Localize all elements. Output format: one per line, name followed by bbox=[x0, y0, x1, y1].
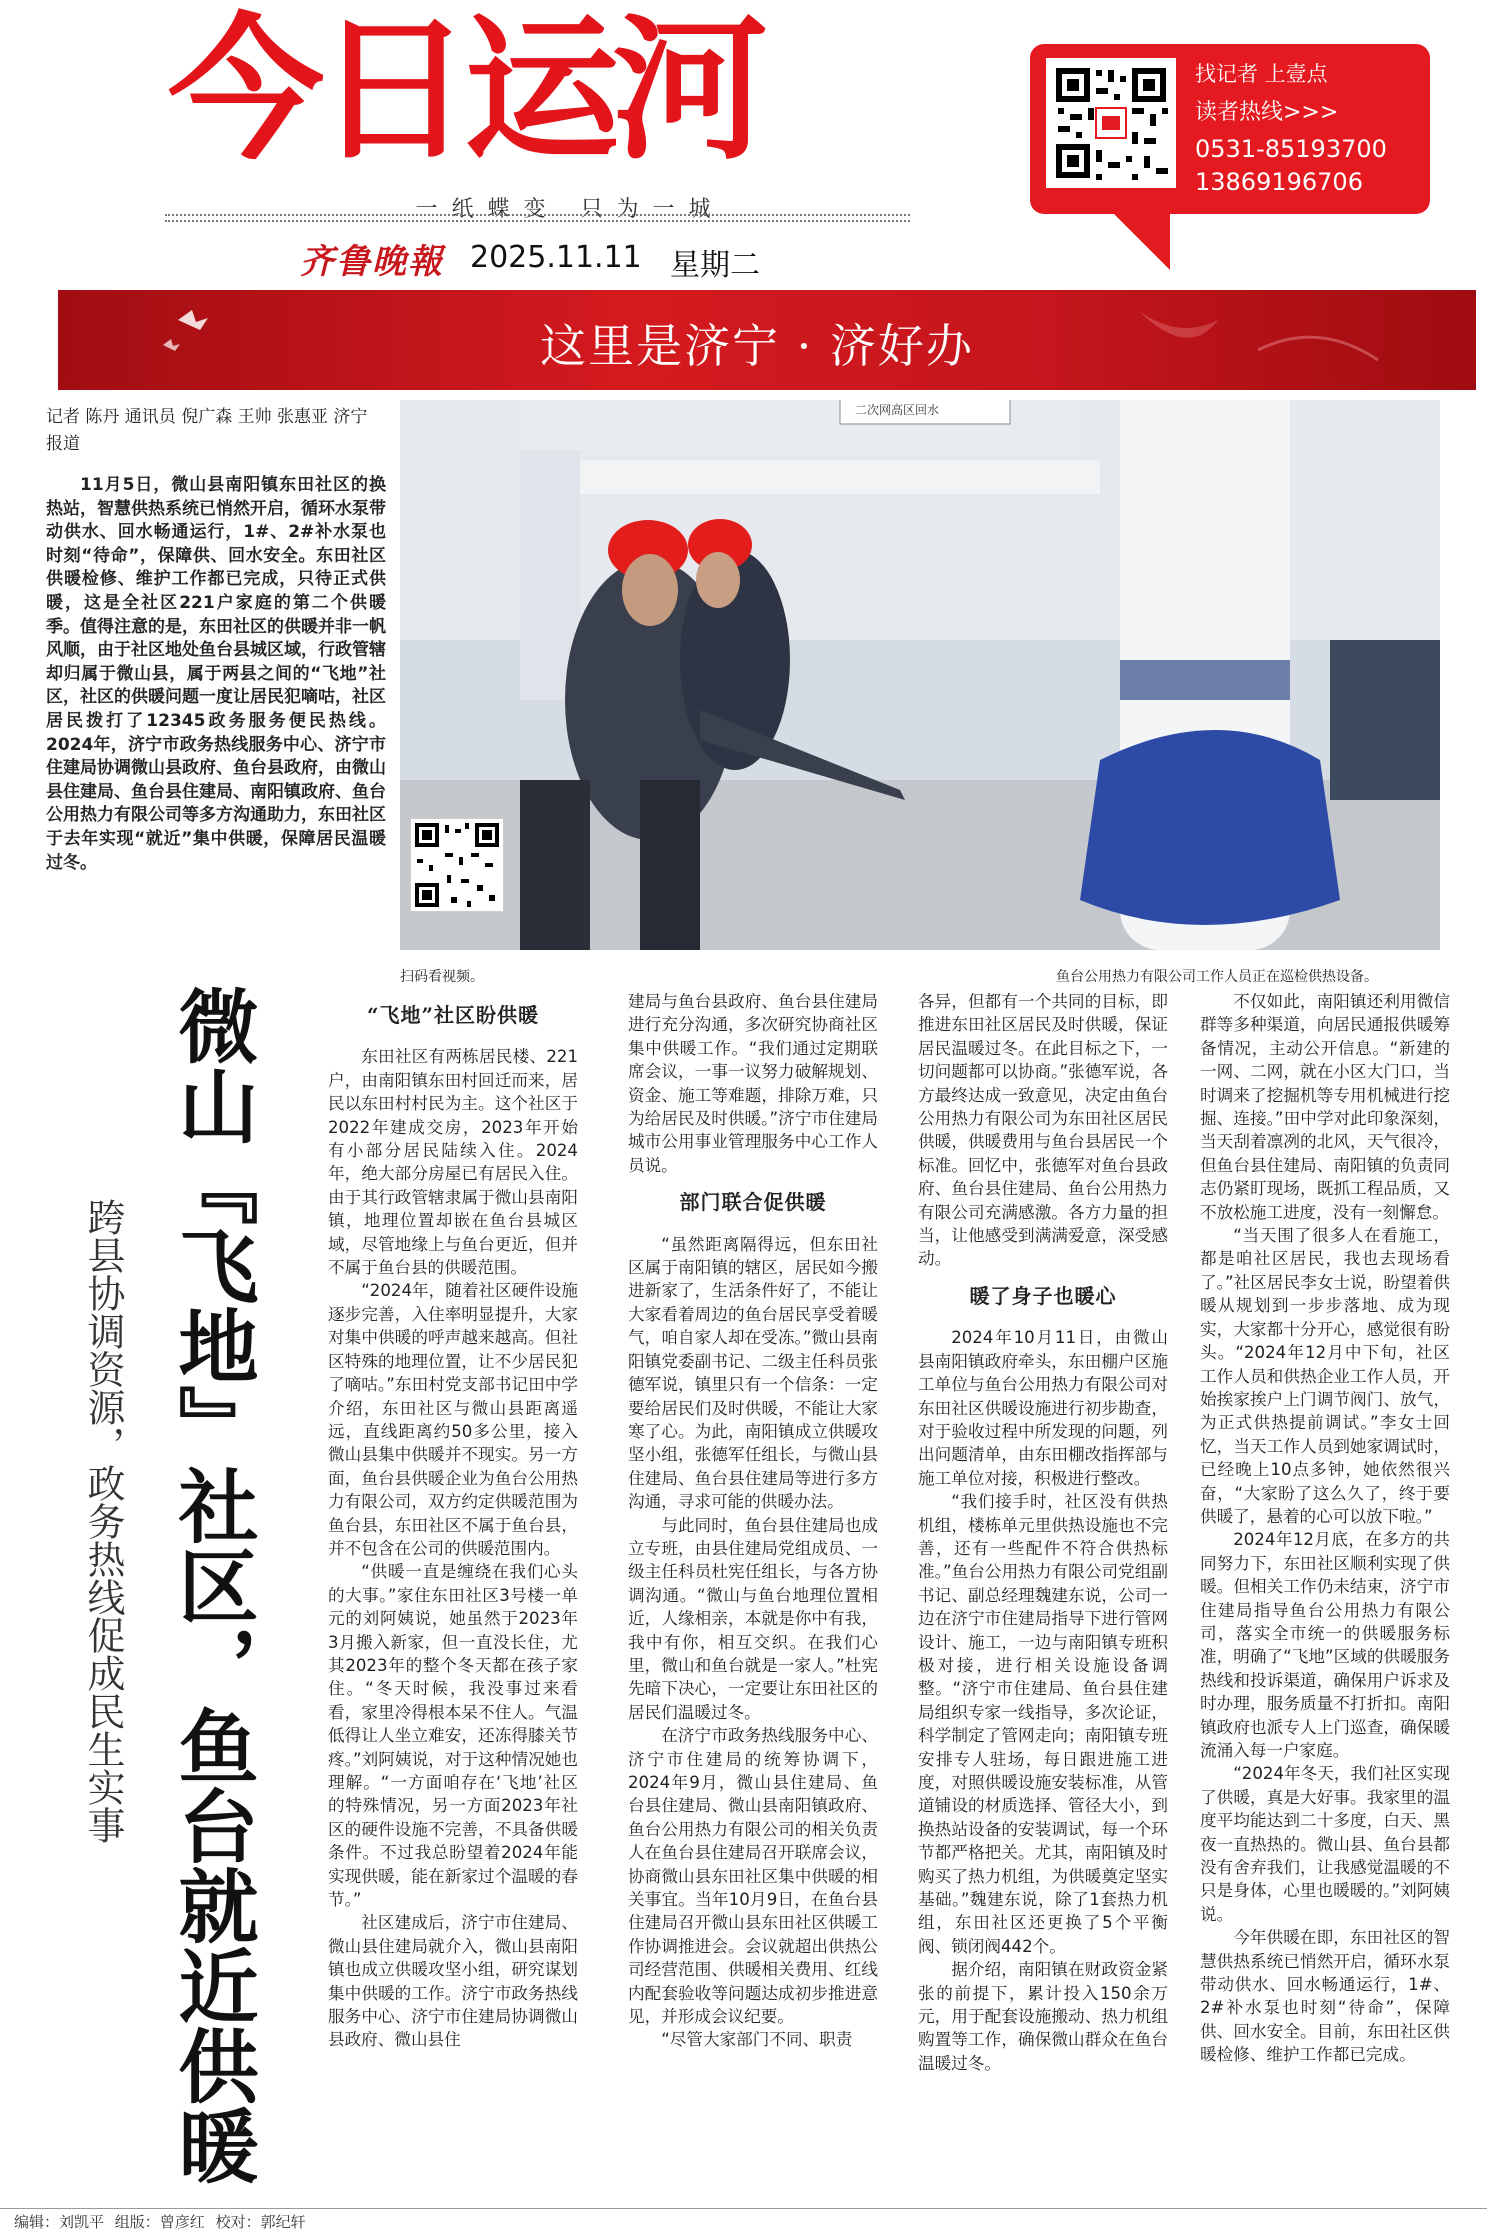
paragraph: “2024年，随着社区硬件设施逐步完善，入住率明显提升，大家对集中供暖的呼声越来越高。但社区特殊的地理位置，让不少居民犯了嘀咕。”东田村党支部书记田中学介绍，东田社区与微山县距离遥远，直线距离约50多公里，接入微山县集中供暖并不现实。另一方面，鱼台县供暖企业为鱼台公用热力有限公司，双方约定供暖范围为鱼台县，东田社区不属于鱼台县，并不包含在公司的供暖范围内。 bbox=[328, 1281, 578, 1558]
pipe-sign-text: 二次网高区回水 bbox=[855, 403, 940, 417]
paragraph: “2024年冬天，我们社区实现了供暖，真是大好事。我家里的温度平均能达到二十多度，白天、黑夜一直热热的。微山县、鱼台县都没有舍弃我们，让我感觉温暖的不只是身体，心里也暖暖的。”刘阿姨说。 bbox=[1200, 1764, 1450, 1924]
article-byline: 记者 陈丹 通讯员 倪广森 王帅 张惠亚 济宁报道 bbox=[46, 407, 368, 454]
article-lead: 11月5日，微山县南阳镇东田社区的换热站，智慧供热系统已悄然开启，循环水泵带动供水、回水畅通运行，1#、2#补水泵也时刻“待命”，保障供、回水安全。东田社区供暖检修、维护工作都已完成，只待正式供暖，这是全社区221户家庭的第二个供暖季。值得注意的是，东田社区的供暖并非一帆风顺，由于社区地处鱼台县城区域，行政管辖却归属于微山县，属于两县之间的“飞地”社区，社区的供暖问题一度让居民犯嘀咕，社区居民拨打了12345政务服务便民热线。2024年，济宁市政务热线服务中心、济宁市住建局协调微山县政府、鱼台县政府，由微山县住建局、鱼台县住建局、南阳镇政府、鱼台公用热力有限公司等多方沟通助力，东田社区于去年实现“就近”集中供暖，保障居民温暖过冬。 bbox=[46, 475, 386, 873]
masthead-slogan: 一纸蝶变 只为一城 bbox=[415, 197, 725, 222]
article-headline: 微山『飞地』社区，鱼台就近供暖 bbox=[165, 985, 259, 2185]
paragraph: “供暖一直是缠绕在我们心头的大事。”家住东田社区3号楼一单元的刘阿姨说，她虽然于2023年3月搬入新家，但一直没长住，尤其2023年的整个冬天都在孩子家住。“冬天时候，我没事过来看看，家里冷得根本呆不住人。气温低得让人坐立难安，还冻得膝关节疼。”刘阿姨说，对于这种情况她也理解。“一方面咱存在‘飞地’社区的特殊情况，另一方面2023年社区的硬件设施不完善，不具备供暖条件。不过我总盼望着2024年能实现供暖，能在新家过个温暖的春节。” bbox=[328, 1562, 578, 1910]
footer-proof: 校对：郭纪轩 bbox=[215, 2213, 306, 2231]
footer-layout: 组版：曾彦红 bbox=[114, 2213, 205, 2231]
issue-weekday: 星期二 bbox=[670, 248, 760, 283]
paragraph: 社区建成后，济宁市住建局、微山县住建局就介入，微山县南阳镇也成立供暖攻坚小组，研究谋划集中供暖的工作。济宁市政务热线服务中心、济宁市住建局协调微山县政府、微山县住 bbox=[328, 1913, 578, 2050]
qr-code-icon bbox=[1046, 58, 1176, 188]
paragraph: 据介绍，南阳镇在财政资金紧张的前提下，累计投入150余万元，用于配套设施搬动、热力机组购置等工作，确保微山群众在鱼台温暖过冬。 bbox=[918, 1960, 1168, 2073]
masthead-rule bbox=[165, 214, 910, 216]
paragraph: 各异，但都有一个共同的目标，即推进东田社区居民及时供暖，保证居民温暖过冬。在此目标之下，一切问题都可以协商。”张德军说，各方最终达成一致意见，决定由鱼台公用热力有限公司为东田社区居民供暖，供暖费用与鱼台县居民一个标准。回忆中，张德军对鱼台县政府、鱼台县住建局、鱼台公用热力有限公司充满感激。各方力量的担当，让他感受到满满爱意，深受感动。 bbox=[918, 992, 1168, 1269]
paragraph: 东田社区有两栋居民楼、221户，由南阳镇东田村回迁而来，居民以东田村村民为主。这个社区于2022年建成交房，2023年开始有小部分居民陆续入住。2024年，绝大部分房屋已有居民入住。由于其行政管辖隶属于微山县南阳镇，地理位置却嵌在鱼台县城区域，尽管地缘上与鱼台更近，但并不属于鱼台县的供暖范围。 bbox=[328, 1047, 578, 1278]
footer-rule bbox=[0, 2208, 1487, 2209]
paragraph: 不仅如此，南阳镇还利用微信群等多种渠道，向居民通报供暖筹备情况，主动公开信息。“新建的一网、二网，就在小区大门口，当时调来了挖掘机等专用机械进行挖掘、连接。”田中学对此印象深刻，当天刮着凛冽的北风，天气很冷，但鱼台县住建局、南阳镇的负责同志仍紧盯现场，既抓工程品质，又不放松施工进度，没有一刻懈怠。 bbox=[1200, 992, 1450, 1222]
article-column-1 bbox=[328, 990, 578, 2052]
hotline-phone-1: 0531-85193700 bbox=[1195, 135, 1387, 163]
paragraph: “我们接手时，社区没有供热机组，楼栋单元里供热设施也不完善，还有一些配件不符合供热标准。”鱼台公用热力有限公司党组副书记、副总经理魏建东说，公司一边在济宁市住建局指导下进行管网设计、施工，一边与南阳镇专班积极对接，进行相关设施设备调整。“济宁市住建局、鱼台县住建局组织专家一线指导，多次论证，科学制定了管网走向；南阳镇专班安排专人驻场，每日跟进施工进度，对照供暖设施安装标准，从管道铺设的材质选择、管径大小，到换热站设备的安装调试，每一个环节都严格把关。尤其，南阳镇及时购买了热力机组，为供暖奠定坚实基础。”魏建东说，除了1套热力机组，东田社区还更换了5个平衡阀、锁闭阀442个。 bbox=[918, 1492, 1168, 1956]
issue-date: 2025.11.11 bbox=[470, 240, 642, 275]
hotline-box-tail bbox=[1110, 210, 1170, 270]
article-subheadline: 跨县协调资源，政务热线促成民生实事 bbox=[81, 1198, 125, 1844]
paper-brand-logo: 齐鲁晚報 bbox=[300, 242, 444, 282]
video-qr-code-icon[interactable] bbox=[410, 818, 504, 912]
masthead-title: 今日运河 bbox=[168, 0, 760, 181]
paragraph: “尽管大家部门不同、职责 bbox=[661, 2030, 853, 2050]
hotline-label-2: 读者热线>>> bbox=[1195, 100, 1339, 125]
article-photo bbox=[400, 400, 1440, 950]
section-heading: “飞地”社区盼供暖 bbox=[366, 1003, 539, 1027]
paragraph: 2024年10月11日，由微山县南阳镇政府牵头，东田棚户区施工单位与鱼台公用热力有限公司对东田社区供暖设施进行初步勘查，对于验收过程中所发现的问题，列出问题清单，由东田棚改指挥部与施工单位对接，积极进行整改。 bbox=[918, 1328, 1168, 1488]
paragraph: 建局与鱼台县政府、鱼台县住建局进行充分沟通，多次研究协商社区集中供暖工作。“我们通过定期联席会议，一事一议努力破解规划、资金、施工等难题，排除万难，只为给居民及时供暖。”济宁市住建局城市公用事业管理服务中心工作人员说。 bbox=[628, 992, 878, 1175]
section-heading: 部门联合促供暖 bbox=[679, 1190, 827, 1215]
masthead-rule-2 bbox=[165, 220, 910, 222]
qr-caption: 扫码看视频。 bbox=[400, 969, 484, 985]
article-column-4 bbox=[1200, 990, 1450, 2067]
page-footer bbox=[14, 2211, 306, 2232]
paragraph: “当天围了很多人在看施工，都是咱社区居民，我也去现场看了。”社区居民李女士说，盼望着供暖从规划到一步步落地、成为现实，大家都十分开心，感觉很有盼头。“2024年12月中下旬，社区工作人员和供热企业工作人员，开始挨家挨户上门调节阀门、放气，为正式供热提前调试。”李女士回忆，当天工作人员到她家调试时，已经晚上10点多钟，她依然很兴奋，“大家盼了这么久了，终于要供暖了，悬着的心可以放下啦。” bbox=[1200, 1226, 1450, 1526]
footer-editor: 编辑：刘凯平 bbox=[14, 2213, 105, 2231]
photo-caption: 鱼台公用热力有限公司工作人员正在巡检供热设备。 bbox=[1056, 969, 1378, 985]
paragraph: 今年供暖在即，东田社区的智慧供热系统已悄然开启，循环水泵带动供水、回水畅通运行，1#、2#补水泵也时刻“待命”，保障供、回水安全。目前，东田社区供暖检修、维护工作都已完成。 bbox=[1200, 1928, 1450, 2065]
hotline-label: 找记者 上壹点 bbox=[1195, 62, 1328, 86]
paragraph: “虽然距离隔得远，但东田社区属于南阳镇的辖区，居民如今搬进新家了，生活条件好了，不能让大家看着周边的鱼台居民享受着暖气，咱自家人却在受冻。”微山县南阳镇党委副书记、二级主任科员张德军说，镇里只有一个信条：一定要给居民们及时供暖，不能让大家寒了心。为此，南阳镇成立供暖攻坚小组，张德军任组长，与微山县住建局、鱼台县住建局等进行多方沟通，寻求可能的供暖办法。 bbox=[628, 1234, 878, 1512]
article-column-3 bbox=[918, 990, 1168, 2075]
article-column-2 bbox=[628, 990, 878, 2052]
hotline-phone-2: 13869196706 bbox=[1195, 168, 1363, 196]
section-heading: 暖了身子也暖心 bbox=[969, 1283, 1117, 1308]
banner-text: 这里是济宁 · 济好办 bbox=[540, 319, 974, 373]
paragraph: 与此同时，鱼台县住建局也成立专班，由县住建局党组成员、一级主任科员杜宪任组长，与各方协调沟通。“微山与鱼台地理位置相近，人缘相亲，本就是你中有我，我中有你，相互交织。在我们心里，微山和鱼台就是一家人。”杜宪先暗下决心，一定要让东田社区的居民们温暖过冬。 bbox=[628, 1515, 878, 1722]
paragraph: 在济宁市政务热线服务中心、济宁市住建局的统筹协调下，2024年9月，微山县住建局、鱼台县住建局、微山县南阳镇政府、鱼台公用热力有限公司的相关负责人在鱼台县住建局召开联席会议，协商微山县东田社区集中供暖的相关事宜。当年10月9日，在鱼台县住建局召开微山县东田社区供暖工作协调推进会。会议就超出供热公司经营范围、供暖相关费用、红线内配套验收等问题达成初步推进意见，并形成会议纪要。 bbox=[628, 1726, 878, 2027]
paragraph: 2024年12月底，在多方的共同努力下，东田社区顺利实现了供暖。但相关工作仍未结束，济宁市住建局指导鱼台公用热力有限公司，落实全市统一的供暖服务标准，明确了“飞地”区域的供暖服务热线和投诉渠道，确保用户诉求及时办理，服务质量不打折扣。南阳镇政府也派专人上门巡查，确保暖流涌入每一户家庭。 bbox=[1200, 1530, 1450, 1760]
